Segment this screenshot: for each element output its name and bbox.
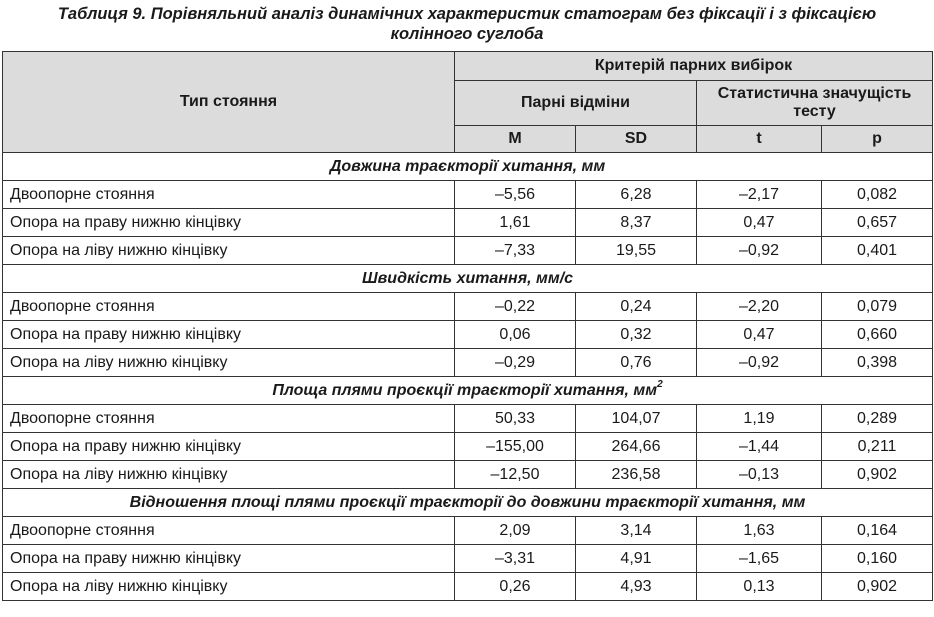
p-value: 0,211 xyxy=(822,433,933,461)
section-title-text: Швидкість хитання, мм/с xyxy=(361,269,574,287)
t-value: –2,20 xyxy=(697,293,822,321)
mean-value: 2,09 xyxy=(455,517,576,545)
p-value: 0,902 xyxy=(822,573,933,601)
table-row xyxy=(3,433,933,461)
section-row xyxy=(3,265,933,293)
sd-value: 19,55 xyxy=(576,237,697,265)
table-body xyxy=(3,153,933,601)
table-row xyxy=(3,573,933,601)
sd-value: 236,58 xyxy=(576,461,697,489)
sd-value: 8,37 xyxy=(576,209,697,237)
t-value: –1,44 xyxy=(697,433,822,461)
t-value: 0,47 xyxy=(697,209,822,237)
section-title-text: Довжина траєкторії хитання, мм xyxy=(329,157,606,175)
section-title xyxy=(3,489,933,517)
table-row xyxy=(3,209,933,237)
table-caption xyxy=(0,0,934,44)
comparison-table xyxy=(2,51,933,601)
table-row xyxy=(3,181,933,209)
mean-value: 0,06 xyxy=(455,321,576,349)
mean-value: –3,31 xyxy=(455,545,576,573)
p-value: 0,902 xyxy=(822,461,933,489)
mean-value: 50,33 xyxy=(455,405,576,433)
stance-label: Двоопорне стояння xyxy=(3,293,455,321)
stance-label: Двоопорне стояння xyxy=(3,405,455,433)
p-value: 0,079 xyxy=(822,293,933,321)
caption-line-2: колінного суглоба xyxy=(390,25,544,43)
t-value: –0,13 xyxy=(697,461,822,489)
sd-value: 0,24 xyxy=(576,293,697,321)
p-value: 0,398 xyxy=(822,349,933,377)
header-sd: SD xyxy=(576,126,697,153)
p-value: 0,660 xyxy=(822,321,933,349)
sd-value: 4,91 xyxy=(576,545,697,573)
stance-label: Опора на праву нижню кінцівку xyxy=(3,545,455,573)
t-value: –2,17 xyxy=(697,181,822,209)
mean-value: –0,29 xyxy=(455,349,576,377)
section-title xyxy=(3,265,933,293)
table-row xyxy=(3,237,933,265)
section-title-text: Площа плями проєкції траєкторії хитання, мм xyxy=(272,381,658,399)
mean-value: –7,33 xyxy=(455,237,576,265)
table-row xyxy=(3,321,933,349)
p-value: 0,160 xyxy=(822,545,933,573)
mean-value: 1,61 xyxy=(455,209,576,237)
t-value: –0,92 xyxy=(697,349,822,377)
table-row xyxy=(3,349,933,377)
stance-label: Опора на праву нижню кінцівку xyxy=(3,321,455,349)
header-stance-type: Тип стояння xyxy=(3,52,455,153)
header-significance: Статистична значущість тесту xyxy=(697,81,933,126)
mean-value: –12,50 xyxy=(455,461,576,489)
sd-value: 0,32 xyxy=(576,321,697,349)
stance-label: Опора на ліву нижню кінцівку xyxy=(3,237,455,265)
section-row xyxy=(3,377,933,405)
section-title-superscript: 2 xyxy=(657,378,663,390)
table-row xyxy=(3,405,933,433)
sd-value: 3,14 xyxy=(576,517,697,545)
t-value: 1,19 xyxy=(697,405,822,433)
stance-label: Опора на ліву нижню кінцівку xyxy=(3,573,455,601)
sd-value: 4,93 xyxy=(576,573,697,601)
stance-label: Двоопорне стояння xyxy=(3,517,455,545)
section-title-text: Відношення площі плями проєкції траєкторії до довжини траєкторії хитання, мм xyxy=(129,493,806,511)
t-value: 0,47 xyxy=(697,321,822,349)
sd-value: 0,76 xyxy=(576,349,697,377)
p-value: 0,164 xyxy=(822,517,933,545)
t-value: 0,13 xyxy=(697,573,822,601)
t-value: –1,65 xyxy=(697,545,822,573)
header-paired-differences: Парні відміни xyxy=(455,81,697,126)
stance-label: Двоопорне стояння xyxy=(3,181,455,209)
header-criterion: Критерій парних вибірок xyxy=(455,52,933,81)
p-value: 0,401 xyxy=(822,237,933,265)
stance-label: Опора на ліву нижню кінцівку xyxy=(3,349,455,377)
p-value: 0,082 xyxy=(822,181,933,209)
mean-value: –0,22 xyxy=(455,293,576,321)
mean-value: –155,00 xyxy=(455,433,576,461)
section-title xyxy=(3,153,933,181)
stance-label: Опора на праву нижню кінцівку xyxy=(3,433,455,461)
header-t: t xyxy=(697,126,822,153)
table-row xyxy=(3,293,933,321)
table-row xyxy=(3,545,933,573)
table-header xyxy=(3,52,933,153)
p-value: 0,657 xyxy=(822,209,933,237)
p-value: 0,289 xyxy=(822,405,933,433)
sd-value: 104,07 xyxy=(576,405,697,433)
stance-label: Опора на праву нижню кінцівку xyxy=(3,209,455,237)
header-m: M xyxy=(455,126,576,153)
section-row xyxy=(3,153,933,181)
table-row xyxy=(3,461,933,489)
stance-label: Опора на ліву нижню кінцівку xyxy=(3,461,455,489)
t-value: 1,63 xyxy=(697,517,822,545)
section-row xyxy=(3,489,933,517)
header-p: p xyxy=(822,126,933,153)
mean-value: –5,56 xyxy=(455,181,576,209)
t-value: –0,92 xyxy=(697,237,822,265)
mean-value: 0,26 xyxy=(455,573,576,601)
table-row xyxy=(3,517,933,545)
caption-line-1: Таблиця 9. Порівняльний аналіз динамічних характеристик статограм без фіксації і з фіксацією xyxy=(57,5,877,23)
sd-value: 264,66 xyxy=(576,433,697,461)
sd-value: 6,28 xyxy=(576,181,697,209)
section-title xyxy=(3,377,933,405)
